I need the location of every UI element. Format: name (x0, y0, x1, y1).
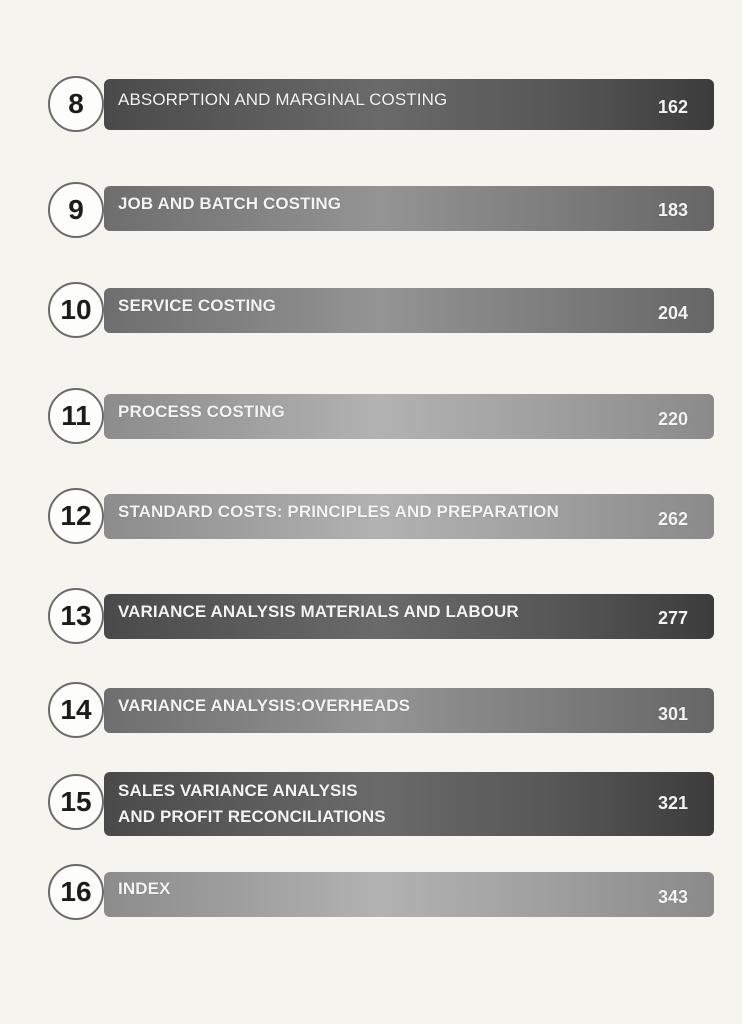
chapter-bar[interactable] (104, 494, 714, 539)
chapter-page-number: 162 (657, 97, 688, 117)
chapter-title: SERVICE COSTING (118, 296, 276, 315)
chapter-number-badge: 13 (48, 588, 104, 644)
toc-entry[interactable] (48, 488, 716, 548)
toc-entry[interactable] (48, 180, 716, 240)
toc-entry[interactable] (48, 586, 716, 646)
toc-entry[interactable] (48, 282, 716, 342)
chapter-number-badge: 14 (48, 682, 104, 738)
chapter-page-number: 277 (657, 608, 688, 628)
toc-entry[interactable] (48, 388, 716, 448)
chapter-page-number: 204 (657, 303, 688, 323)
chapter-title: JOB AND BATCH COSTING (118, 194, 342, 213)
chapter-page-number: 183 (657, 200, 688, 220)
chapter-bar[interactable] (104, 772, 714, 836)
chapter-bar[interactable] (104, 872, 714, 917)
toc-entry[interactable] (48, 864, 716, 926)
chapter-title: PROCESS COSTING (118, 402, 285, 421)
chapter-bar[interactable] (104, 688, 714, 733)
chapter-bar[interactable] (104, 79, 714, 130)
chapter-title-line-1: SALES VARIANCE ANALYSIS (118, 781, 358, 800)
chapter-number-badge: 16 (48, 864, 104, 920)
chapter-title: VARIANCE ANALYSIS:OVERHEADS (118, 696, 411, 715)
chapter-title: ABSORPTION AND MARGINAL COSTING (118, 90, 448, 109)
chapter-bar[interactable] (104, 594, 714, 639)
chapter-number-badge: 15 (48, 774, 104, 830)
chapter-title: VARIANCE ANALYSIS MATERIALS AND LABOUR (118, 602, 519, 621)
chapter-page-number: 301 (657, 704, 688, 724)
chapter-title: STANDARD COSTS: PRINCIPLES AND PREPARATION (118, 502, 559, 521)
chapter-number-badge: 8 (48, 76, 104, 132)
chapter-title-line-2: AND PROFIT RECONCILIATIONS (118, 807, 386, 826)
toc-entry[interactable] (48, 772, 716, 836)
chapter-number-badge: 9 (48, 182, 104, 238)
chapter-number-badge: 11 (48, 388, 104, 444)
toc-entry[interactable] (48, 682, 716, 742)
chapter-bar[interactable] (104, 288, 714, 333)
chapter-page-number: 220 (657, 409, 688, 429)
chapter-number-badge: 10 (48, 282, 104, 338)
chapter-bar[interactable] (104, 394, 714, 439)
chapter-page-number: 321 (657, 793, 688, 813)
toc-entry[interactable] (48, 76, 716, 136)
chapter-title: INDEX (118, 879, 171, 898)
chapter-page-number: 262 (657, 509, 688, 529)
chapter-page-number: 343 (657, 887, 688, 907)
chapter-bar[interactable] (104, 186, 714, 231)
chapter-number-badge: 12 (48, 488, 104, 544)
